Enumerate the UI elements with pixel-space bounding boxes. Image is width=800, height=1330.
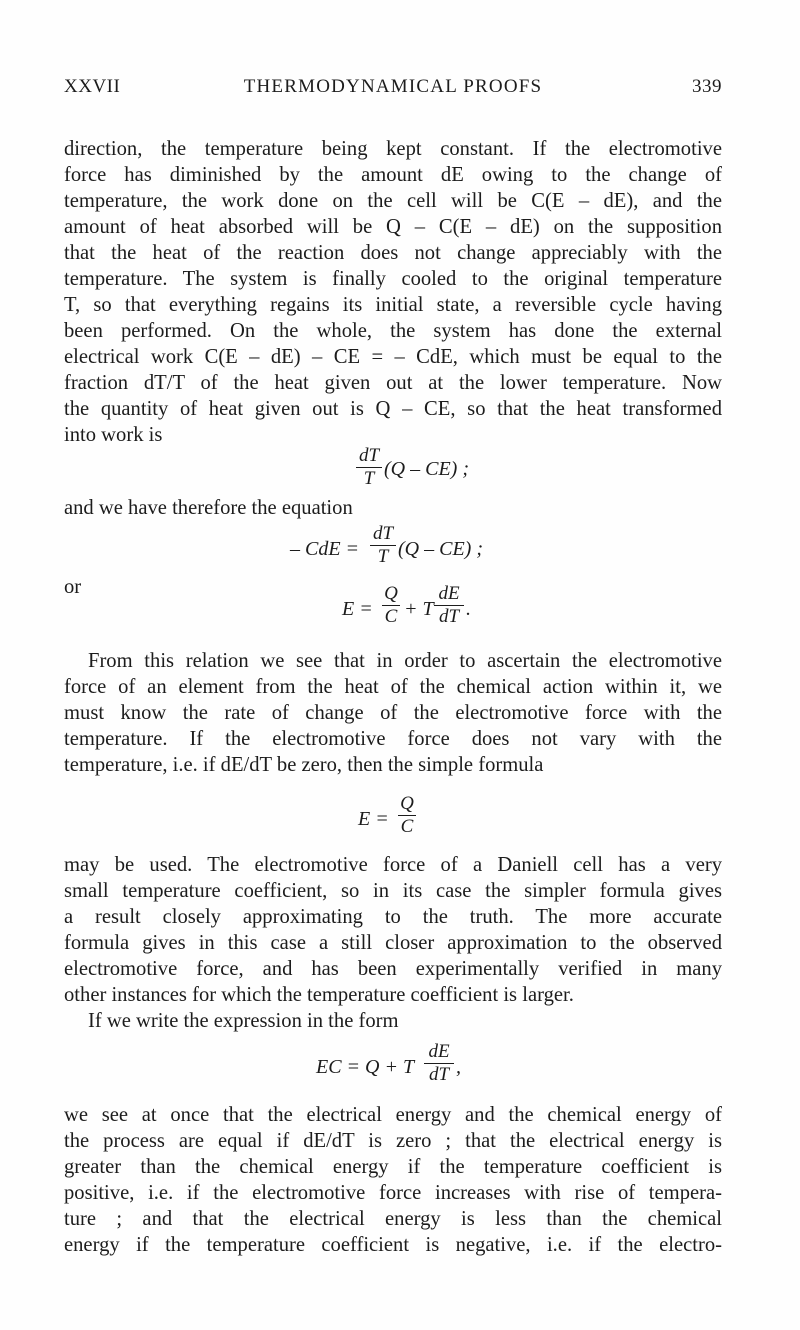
text-line: fraction dT/T of the heat given out at the lower temperature. Now [64,372,722,394]
fraction: dE dT [424,1042,454,1085]
text-line: that the heat of the reaction does not change appreciably with the [64,242,722,264]
page-number: 339 [692,76,722,97]
text-line: temperature, i.e. if dE/dT be zero, then the simple formula [64,754,544,776]
text-line: temperature. The system is finally cooled to the original temperature [64,268,722,290]
text-line: If we write the expression in the form [88,1010,399,1032]
text-line: electromotive force, and has been experimentally verified in many [64,958,722,980]
text-line: other instances for which the temperature coefficient is larger. [64,984,574,1006]
text-line: greater than the chemical energy if the temperature coefficient is [64,1156,722,1178]
text-line: positive, i.e. if the electromotive force increases with rise of tempera- [64,1182,722,1204]
chapter-number: XXVII [64,76,121,97]
fraction: dT T [356,446,382,489]
text-line: the quantity of heat given out is Q – CE, so that the heat transformed [64,398,722,420]
text-line: temperature. If the electromotive force does not vary with the [64,728,722,750]
text-line: the process are equal if dE/dT is zero ; that the electrical energy is [64,1130,722,1152]
text-line: we see at once that the electrical energy and the chemical energy of [64,1104,722,1126]
text-line: From this relation we see that in order to ascertain the electromotive [88,650,722,672]
text-line: formula gives in this case a still closer approximation to the observed [64,932,722,954]
text-line: temperature, the work done on the cell will be C(E – dE), and the [64,190,722,212]
text-line: amount of heat absorbed will be Q – C(E – dE) on the supposition [64,216,722,238]
fraction: dE dT [434,584,464,627]
text-line: may be used. The electromotive force of a Daniell cell has a very [64,854,722,876]
text-line: must know the rate of change of the electromotive force with the [64,702,722,724]
text-line: ture ; and that the electrical energy is less than the chemical [64,1208,722,1230]
text-line: force has diminished by the amount dE owing to the change of [64,164,722,186]
book-page: XXVII THERMODYNAMICAL PROOFS 339 direction, the temperature being kept constant. If the electromotive force has diminished by the amount dE owing to the change of temperature, the work done on the cell will be C(E – dE), and the amount of heat absorbed will be Q – C(E – dE) on the supposition that the heat of the reaction does not change appreciably with the temperature. The system is finally cooled to the original temperature T, so that everything regains its initial state, a reversible cycle having been performed. On the whole, the system has done the external electrical work C(E – dE) – CE = – CdE, which must be equal to the fraction dT/T of the heat given out at the lower temperature. Now the quantity of heat given out is Q – CE, so that the heat transformed into work is dT T (Q – CE) ; and we have therefore the equation – CdE = dT T (Q – CE) ; or E = Q C + T dE dT . From this relation we see that in order to ascertain the electromotive force of an element from the heat of the chemical action within it, we must know the rate of change of the electromotive force with the temperature. If the electromotive force does not vary with the temperature, i.e. if dE/dT be zero, then the simple formula E = Q C may be used. The electromotive force of a Daniell cell has a very small temperature coefficient, so in its case the simpler formula gives a result closely approximating to the truth. The more accurate formula gives in this case a still closer approximation to the observed electromotive force, and has been experimentally verified in many other instances for which the temperature coefficient is larger. If we write the expression in the form EC = Q + T dE dT , we see at once that the electrical energy and the chemical energy of the process are equal if dE/dT is zero ; that the electrical energy is greater than the chemical energy if the temperature coefficient is positive, i.e. if the electromotive force increases with rise of tempera- ture ; and that the electrical energy is less than the chemical energy if the temperature coefficient is negative, i.e. if the electro- [64,76,722,1256]
text-line: small temperature coefficient, so in its case the simpler formula gives [64,880,722,902]
fraction: dT T [370,524,396,567]
text-line: a result closely approximating to the truth. The more accurate [64,906,722,928]
text-line: energy if the temperature coefficient is negative, i.e. if the electro- [64,1234,722,1256]
text-line: and we have therefore the equation [64,497,353,519]
text-line: into work is [64,424,163,446]
running-header [64,76,722,100]
text-line: direction, the temperature being kept constant. If the electromotive [64,138,722,160]
text-line: force of an element from the heat of the chemical action within it, we [64,676,722,698]
text-or: or [64,576,82,598]
fraction: Q C [398,794,416,837]
text-line: electrical work C(E – dE) – CE = – CdE, which must be equal to the [64,346,722,368]
text-line: been performed. On the whole, the system has done the external [64,320,722,342]
text-line: T, so that everything regains its initial state, a reversible cycle having [64,294,722,316]
running-title: THERMODYNAMICAL PROOFS [243,76,543,97]
fraction: Q C [382,584,400,627]
